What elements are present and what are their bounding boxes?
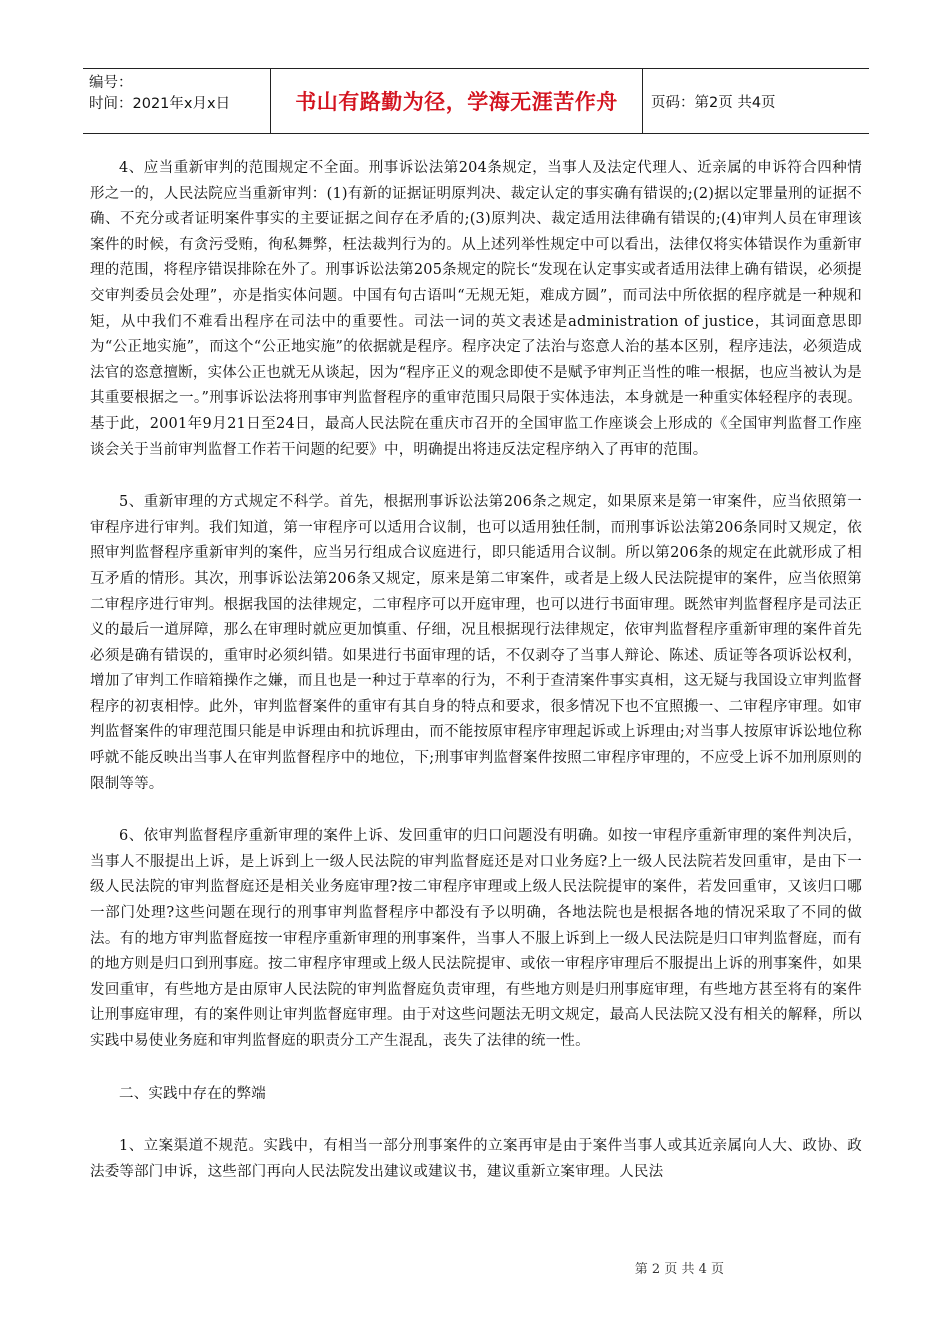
page-footer: 第 2 页 共 4 页 <box>634 1262 724 1277</box>
document-number-label: 编号： <box>89 75 133 91</box>
header-page-label: 页码：第2页 共4页 <box>651 94 776 111</box>
page-header <box>83 68 869 134</box>
paragraph-item-4: 4、应当重新审判的范围规定不全面。刑事诉讼法第204条规定，当事人及法定代理人、近亲属的申诉符合四种情形之一的，人民法院应当重新审判：(1)有新的证据证明原判决、裁定认定的事实确有错误的;(2)据以定罪量刑的证据不确、不充分或者证明案件事实的主要证据之间存在矛盾的;(3)原判决、裁定适用法律确有错误的;(4)审判人员在审理该案件的时候，有贪污受贿，徇私舞弊，枉法裁判行为的。从上述列举性规定中可以看出，法律仅将实体错误作为重新审理的范围，将程序错误排除在外了。刑事诉讼法第205条规定的院长“发现在认定事实或者适用法律上确有错误，必须提交审判委员会处理”，亦是指实体问题。中国有句古语叫“无规无矩，难成方圆”，而司法中所依据的程序就是一种规和矩，从中我们不难看出程序在司法中的重要性。司法一词的英文表述是administration of justice，其词面意思即为“公正地实施”，而这个“公正地实施”的依据就是程序。程序决定了法治与恣意人治的基本区别，程序违法，必须造成法官的恣意擅断，实体公正也就无从谈起，因为“程序正义的观念即使不是赋予审判正当性的唯一根据，也应当被认为是其重要根据之一。”刑事诉讼法将刑事审判监督程序的重审范围只局限于实体违法，本身就是一种重实体轻程序的表现。基于此，2001年9月21日至24日，最高人民法院在重庆市召开的全国审监工作座谈会上形成的《全国审判监督工作座谈会关于当前审判监督工作若干问题的纪要》中，明确提出将违反法定程序纳入了再审的范围。 <box>90 160 863 458</box>
section-heading-practice-drawbacks: 二、实践中存在的弊端 <box>119 1085 266 1102</box>
document-body <box>90 156 862 1185</box>
paragraph-item-6: 6、依审判监督程序重新审理的案件上诉、发回重审的归口问题没有明确。如按一审程序重新审理的案件判决后，当事人不服提出上诉，是上诉到上一级人民法院的审判监督庭还是对口业务庭?上一级人民法院若发回重审，是由下一级人民法院的审判监督庭还是相关业务庭审理?按二审程序审理或上级人民法院提审的案件，若发回重审，又该归口哪一部门处理?这些问题在现行的刑事审判监督程序中都没有予以明确，各地法院也是根据各地的情况采取了不同的做法。有的地方审判监督庭按一审程序重新审理的刑事案件，当事人不服上诉到上一级人民法院是归口审判监督庭，而有的地方则是归口到刑事庭。按二审程序审理或上级人民法院提审、或依一审程序审理后不服提出上诉的刑事案件，如果发回重审，有些地方是由原审人民法院的审判监督庭负责审理，有些地方则是归刑事庭审理，有些地方甚至将有的案件让刑事庭审理，有的案件则让审判监督庭审理。由于对这些问题法无明文规定，最高人民法院又没有相关的解释，所以实践中易使业务庭和审判监督庭的职责分工产生混乱，丧失了法律的统一性。 <box>90 828 862 1049</box>
paragraph-item-5: 5、重新审理的方式规定不科学。首先，根据刑事诉讼法第206条之规定，如果原来是第一审案件，应当依照第一审程序进行审判。我们知道，第一审程序可以适用合议制，也可以适用独任制，而刑事诉讼法第206条同时又规定，依照审判监督程序重新审判的案件，应当另行组成合议庭进行，即只能适用合议制。所以第206条的规定在此就形成了相互矛盾的情形。其次，刑事诉讼法第206条又规定，原来是第二审案件，或者是上级人民法院提审的案件，应当依照第二审程序进行审判。根据我国的法律规定，二审程序可以开庭审理，也可以进行书面审理。既然审判监督程序是司法正义的最后一道屏障，那么在审理时就应更加慎重、仔细，况且根据现行法律规定，依审判监督程序重新审理的案件首先必须是确有错误的，重审时必须纠错。如果进行书面审理的话，不仅剥夺了当事人辩论、陈述、质证等各项诉讼权利，增加了审判工作暗箱操作之嫌，而且也是一种过于草率的行为，不利于查清案件事实真相，这无疑与我国设立审判监督程序的初衷相悖。此外，审判监督案件的重审有其自身的特点和要求，很多情况下也不宜照搬一、二审程序审理。如审判监督案件的审理范围只能是申诉理由和抗诉理由，而不能按原审程序审理起诉或上诉理由;对当事人按原审诉讼地位称呼就不能反映出当事人在审判监督程序中的地位，下;刑事审判监督案件按照二审程序审理的，不应受上诉不加刑原则的限制等等。 <box>90 494 862 792</box>
document-date-label: 时间：2021年x月x日 <box>89 96 231 112</box>
header-meta <box>83 69 271 133</box>
header-slogan: 书山有路勤为径，学海无涯苦作舟 <box>271 69 643 133</box>
paragraph-filing-channel: 1、立案渠道不规范。实践中，有相当一部分刑事案件的立案再审是由于案件当事人或其近亲属向人大、政协、政法委等部门申诉，这些部门再向人民法院发出建议或建议书，建议重新立案审理。人民法 <box>90 1138 862 1180</box>
